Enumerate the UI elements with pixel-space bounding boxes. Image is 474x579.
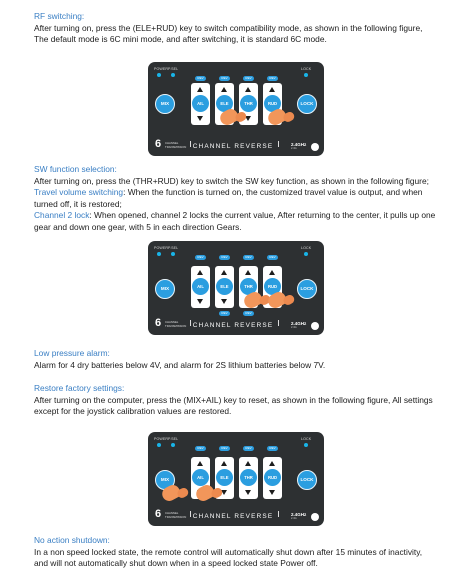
arrow-up-icon xyxy=(245,270,251,275)
arrow-up-icon xyxy=(245,87,251,92)
lock-led xyxy=(304,73,308,77)
sw-heading: SW function selection: xyxy=(34,164,117,174)
arrow-up-icon xyxy=(221,87,227,92)
section-low-pressure xyxy=(34,348,470,371)
controller-panel-restore xyxy=(148,432,324,526)
shutdown-line-1: In a non speed locked state, the remote control will automatically shut down after 15 minutes of inactivity, xyxy=(34,546,423,557)
power-led xyxy=(157,73,161,77)
lock-button[interactable]: LOCK xyxy=(297,279,317,299)
arrow-down-icon xyxy=(197,116,203,121)
rev-tag: REV xyxy=(219,311,230,316)
thr-key[interactable] xyxy=(239,457,258,499)
lock-label: LOCK xyxy=(301,437,312,441)
channel-transmission-text: CHANNEL TRANSMISSION xyxy=(165,320,187,328)
section-sw xyxy=(34,164,470,234)
travel-label: Travel volume switching xyxy=(34,187,124,198)
lock-label: LOCK xyxy=(301,67,312,71)
power-label: POWER xyxy=(154,437,169,441)
mix-button[interactable]: MIX xyxy=(155,94,175,114)
arrow-down-icon xyxy=(269,490,275,495)
mix-button[interactable]: MIX xyxy=(155,279,175,299)
channel-reverse-title: CHANNEL REVERSE xyxy=(192,513,274,520)
ail-key-label: AIL xyxy=(192,95,209,112)
rud-key-label: RUD xyxy=(264,469,281,486)
brand-logo-icon xyxy=(311,513,319,521)
brand-logo-icon xyxy=(311,143,319,151)
rev-tag: REV xyxy=(219,446,230,451)
ail-key[interactable] xyxy=(191,266,210,308)
rev-tag: REV xyxy=(243,76,254,81)
lock-label: LOCK xyxy=(301,246,312,250)
six-channel-mark: 6 xyxy=(155,138,162,150)
restore-heading: Restore factory settings: xyxy=(34,383,125,393)
thr-key-label: THR xyxy=(240,469,257,486)
power-led xyxy=(157,252,161,256)
frequency-label: 2.4GHz xyxy=(291,512,307,517)
channel-transmission-text: CHANNEL TRANSMISSION xyxy=(165,511,187,519)
rf-line-1: After turning on, press the (ELE+RUD) key to switch compatibility mode, as shown in the following figure, xyxy=(34,22,423,33)
lock-button[interactable]: LOCK xyxy=(297,94,317,114)
rud-key-label: RUD xyxy=(264,278,281,295)
psel-label: P.SEL xyxy=(168,437,179,441)
rev-tag: REV xyxy=(243,446,254,451)
section-rf xyxy=(34,11,470,46)
section-shutdown xyxy=(34,535,470,570)
channel-reverse-title: CHANNEL REVERSE xyxy=(192,143,274,150)
controller-panel-sw xyxy=(148,241,324,335)
ail-key-label: AIL xyxy=(192,469,209,486)
rev-tag: REV xyxy=(243,311,254,316)
rf-heading: RF switching: xyxy=(34,11,85,21)
arrow-up-icon xyxy=(197,461,203,466)
sw-ch2-line-2: gear and down one gear, with 5 in each direction Gears. xyxy=(34,221,242,232)
frequency-sublabel: 2.4G xyxy=(291,517,297,520)
shutdown-line-2: and will not automatically shut down when in a speed locked state Power off. xyxy=(34,558,318,569)
arrow-down-icon xyxy=(197,299,203,304)
mix-button[interactable]: MIX xyxy=(155,470,175,490)
six-channel-mark: 6 xyxy=(155,508,162,520)
psel-led xyxy=(171,252,175,256)
ele-key-label: ELE xyxy=(216,469,233,486)
frequency-label: 2.4GHz xyxy=(291,321,307,326)
arrow-up-icon xyxy=(269,270,275,275)
ele-key-label: ELE xyxy=(216,95,233,112)
thr-key-label: THR xyxy=(240,278,257,295)
rud-key[interactable] xyxy=(263,457,282,499)
arrow-up-icon xyxy=(269,461,275,466)
arrow-up-icon xyxy=(197,270,203,275)
lowpower-heading: Low pressure alarm: xyxy=(34,348,110,358)
section-restore xyxy=(34,383,470,418)
restore-line-1: After turning on the computer, press the (MIX+AIL) key to reset, as shown in the following figure, All settings xyxy=(34,394,433,405)
controller-panel-rf xyxy=(148,62,324,156)
arrow-up-icon xyxy=(221,461,227,466)
rf-line-2: The default mode is 6C mini mode, and after switching, it is standard 6C mode. xyxy=(34,34,327,45)
channel-transmission-text: CHANNEL TRANSMISSION xyxy=(165,141,187,149)
shutdown-heading: No action shutdown: xyxy=(34,535,110,545)
power-label: POWER xyxy=(154,67,169,71)
rev-tag: REV xyxy=(267,76,278,81)
thr-key-label: THR xyxy=(240,95,257,112)
channel-reverse-title: CHANNEL REVERSE xyxy=(192,322,274,329)
divider xyxy=(278,511,279,517)
ail-key[interactable] xyxy=(191,83,210,125)
lowpower-line-1: Alarm for 4 dry batteries below 4V, and alarm for 2S lithium batteries below 7V. xyxy=(34,359,326,370)
restore-line-2: except for the joystick calibration values are restored. xyxy=(34,406,232,417)
power-led xyxy=(157,443,161,447)
rev-tag: REV xyxy=(219,76,230,81)
rev-tag: REV xyxy=(195,446,206,451)
psel-label: P.SEL xyxy=(168,67,179,71)
frequency-label: 2.4GHz xyxy=(291,142,307,147)
arrow-down-icon xyxy=(245,490,251,495)
rev-tag: REV xyxy=(195,255,206,260)
sw-ch2-line: Channel 2 lock: When opened, channel 2 locks the current value, After returning to the center, it pulls up one xyxy=(34,210,436,221)
lock-led xyxy=(304,252,308,256)
arrow-up-icon xyxy=(221,270,227,275)
psel-label: P.SEL xyxy=(168,246,179,250)
rev-tag: REV xyxy=(267,255,278,260)
arrow-up-icon xyxy=(245,461,251,466)
channel2-lock-label: Channel 2 lock xyxy=(34,210,90,221)
sw-line-1: After turning on, press the (THR+RUD) key to switch the SW key function, as shown in the following figure; xyxy=(34,175,429,186)
sw-travel-line-2: turned off, it is restored; xyxy=(34,198,122,209)
arrow-down-icon xyxy=(221,299,227,304)
rev-tag: REV xyxy=(243,255,254,260)
divider xyxy=(278,141,279,147)
lock-led xyxy=(304,443,308,447)
brand-logo-icon xyxy=(311,322,319,330)
frequency-sublabel: 2.4G xyxy=(291,147,297,150)
psel-led xyxy=(171,73,175,77)
arrow-up-icon xyxy=(197,87,203,92)
ail-key-label: AIL xyxy=(192,278,209,295)
psel-led xyxy=(171,443,175,447)
sw-travel-line: Travel volume switching: When the function is turned on, the customized travel value is output, and when xyxy=(34,187,423,198)
rev-tag: REV xyxy=(219,255,230,260)
ele-key[interactable] xyxy=(215,266,234,308)
power-label: POWER xyxy=(154,246,169,250)
rud-key-label: RUD xyxy=(264,95,281,112)
arrow-up-icon xyxy=(269,87,275,92)
frequency-sublabel: 2.4G xyxy=(291,326,297,329)
rev-tag: REV xyxy=(195,76,206,81)
divider xyxy=(278,320,279,326)
rev-tag: REV xyxy=(267,446,278,451)
ele-key-label: ELE xyxy=(216,278,233,295)
lock-button[interactable]: LOCK xyxy=(297,470,317,490)
six-channel-mark: 6 xyxy=(155,317,162,329)
